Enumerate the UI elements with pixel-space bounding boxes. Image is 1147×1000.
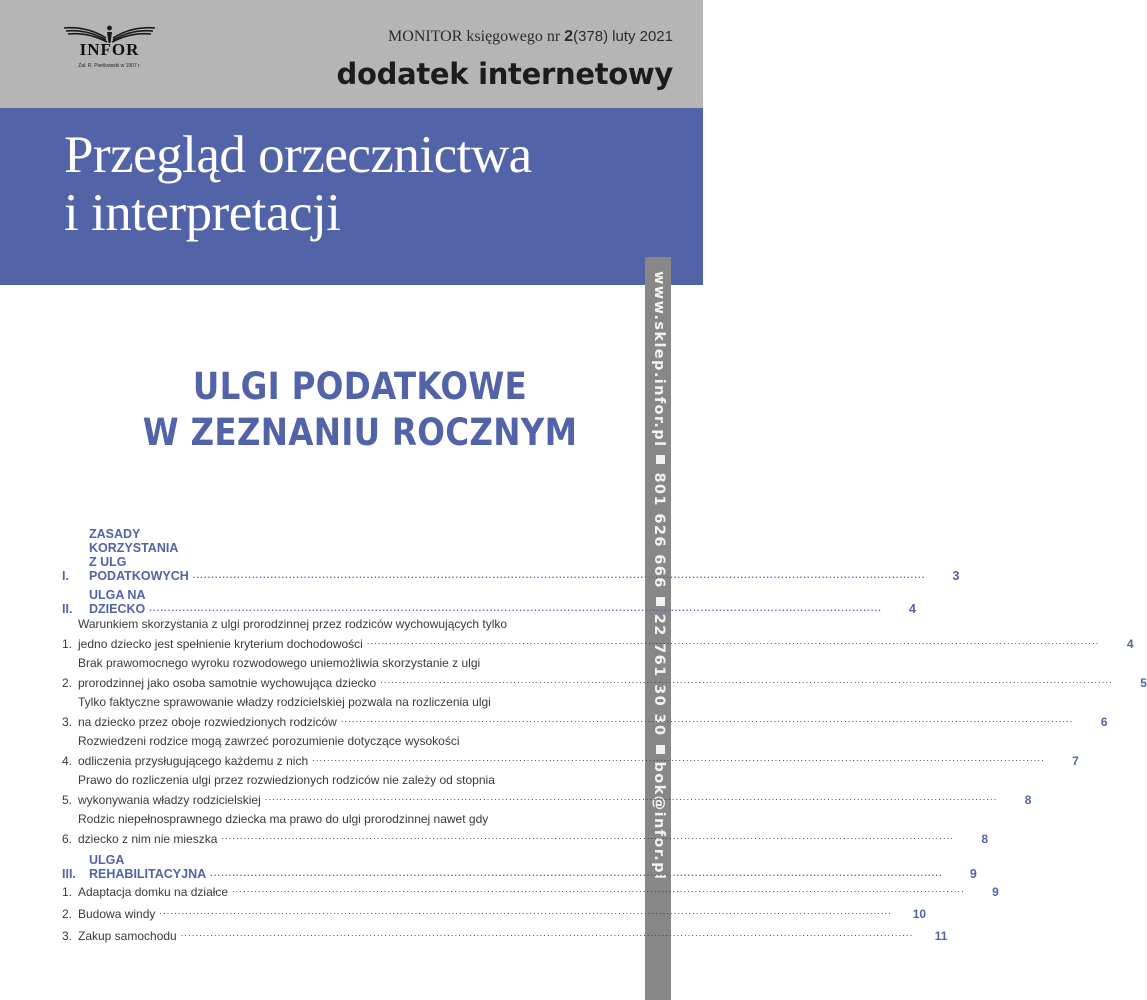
toc-page-number: 8 <box>1024 793 1032 807</box>
document-title-line2: W ZEZNANIU ROCZNYM <box>142 411 578 454</box>
toc-section-number: II. <box>62 602 73 616</box>
toc-entry-number: 6. <box>62 832 73 846</box>
toc-leader: ...................................................................................................................................................................................................... <box>192 570 926 580</box>
toc-section[interactable] <box>62 527 960 583</box>
toc-section-number: I. <box>62 569 69 583</box>
toc-section-title: ZASADY KORZYSTANIA Z ULG PODATKOWYCH <box>89 527 189 583</box>
toc-section-number: III. <box>62 867 76 881</box>
toc-entry-text-line2: wykonywania władzy rodzicielskiej <box>78 793 261 807</box>
toc-leader: ...................................................................................................................................................................................................... <box>264 792 998 802</box>
phone-1: 801 626 666 <box>651 472 667 589</box>
toc-page-number: 10 <box>912 907 927 921</box>
toc-leader: ...................................................................................................................................................................................................... <box>180 928 914 938</box>
toc-entry[interactable] <box>62 655 1147 692</box>
toc-leader: ...................................................................................................................................................................................................... <box>149 603 882 613</box>
toc-page-number: 8 <box>981 832 989 846</box>
publication-name: księgowego <box>466 28 543 45</box>
issue-date: luty 2021 <box>612 28 673 45</box>
toc-leader: ...................................................................................................................................................................................................... <box>366 636 1100 646</box>
toc-entry[interactable] <box>62 772 1032 809</box>
toc-entry-text: Budowa windy <box>78 907 156 921</box>
toc-leader: ...................................................................................................................................................................................................... <box>232 884 965 894</box>
toc-entry-number: 2. <box>62 676 73 690</box>
toc-entry-text-line1: Brak prawomocnego wyroku rozwodowego uniemożliwia skorzystanie z ulgi <box>78 656 481 670</box>
logo-wordmark: INFOR <box>79 40 140 59</box>
email-link[interactable]: bok@infor.pl <box>651 761 667 881</box>
toc-leader: ...................................................................................................................................................................................................... <box>159 906 893 916</box>
toc-entry-text-line2: dziecko z nim nie mieszka <box>78 832 218 846</box>
series-title-line1: Przegląd orzecznictwa <box>64 126 532 184</box>
toc-entry[interactable] <box>62 925 948 945</box>
toc-entry[interactable] <box>62 616 1134 653</box>
toc-entry-number: 5. <box>62 793 73 807</box>
toc-entry-number: 1. <box>62 637 73 651</box>
toc-leader: ...................................................................................................................................................................................................... <box>340 714 1074 724</box>
series-title-line2: i interpretacji <box>64 184 341 242</box>
toc-page-number: 9 <box>969 867 977 881</box>
website-link[interactable]: www.sklep.infor.pl <box>651 271 667 448</box>
toc-entry[interactable] <box>62 694 1108 731</box>
cover-header <box>0 0 703 108</box>
publisher-logo <box>62 24 157 76</box>
toc-page-number: 4 <box>1126 637 1134 651</box>
supplement-label: dodatek internetowy <box>336 57 673 91</box>
toc-entry-number: 3. <box>62 715 73 729</box>
toc-entry[interactable] <box>62 733 1079 770</box>
toc-entry-text: Zakup samochodu <box>78 929 177 943</box>
toc-leader: ...................................................................................................................................................................................................... <box>210 868 943 878</box>
toc-entry-text-line1: Rozwiedzeni rodzice mogą zawrzeć porozumienie dotyczące wysokości <box>78 734 460 748</box>
toc-entry[interactable] <box>62 903 927 923</box>
square-bullet-icon <box>656 455 665 464</box>
logo-tagline: Zał. R. Pieńkowski w 1907 r. <box>78 63 141 69</box>
toc-entry-text: Adaptacja domku na działce <box>78 885 229 899</box>
toc-entry-text-line2: prorodzinnej jako osoba samotnie wychowująca dziecko <box>78 676 377 690</box>
issue-total: (378) <box>573 28 609 45</box>
document-title-line1: ULGI PODATKOWE <box>192 365 528 408</box>
toc-page-number: 9 <box>992 885 999 899</box>
issue-line <box>388 28 673 46</box>
toc-section-title: ULGA REHABILITACYJNA <box>89 853 207 881</box>
toc-section[interactable] <box>62 853 977 881</box>
toc-section[interactable] <box>62 588 916 616</box>
phone-2: 22 761 30 30 <box>651 613 667 737</box>
toc-page-number: 5 <box>1140 676 1147 690</box>
toc-leader: ...................................................................................................................................................................................................... <box>312 753 1045 763</box>
document-title <box>131 364 589 456</box>
toc-leader: ...................................................................................................................................................................................................... <box>380 675 1113 685</box>
toc-entry-number: 1. <box>62 885 73 899</box>
title-band <box>0 108 703 285</box>
toc-section-title: ULGA NA DZIECKO <box>89 588 146 616</box>
toc-entry-text-line2: odliczenia przysługującego każdemu z nich <box>78 754 309 768</box>
toc-entry-number: 4. <box>62 754 73 768</box>
toc-entry-number: 2. <box>62 907 73 921</box>
toc-leader: ...................................................................................................................................................................................................... <box>221 831 955 841</box>
toc-entry-number: 3. <box>62 929 73 943</box>
toc-entry[interactable] <box>62 881 999 901</box>
issue-number: 2 <box>564 28 574 45</box>
toc-entry-text-line1: Tylko faktyczne sprawowanie władzy rodzicielskiej pozwala na rozliczenia ulgi <box>78 695 491 709</box>
series-title <box>64 126 532 242</box>
toc-page-number: 3 <box>952 569 960 583</box>
toc-page-number: 4 <box>909 602 916 616</box>
toc-page-number: 7 <box>1072 754 1079 768</box>
issue-label: nr <box>546 28 561 45</box>
toc-entry-text-line1: Warunkiem skorzystania z ulgi prorodzinnej przez rodziców wychowujących tylko <box>78 617 508 631</box>
toc-entry-text-line2: jedno dziecko jest spełnienie kryterium dochodowości <box>78 637 363 651</box>
toc-entry[interactable] <box>62 811 989 848</box>
toc-page-number: 6 <box>1100 715 1108 729</box>
publication-prefix: MONITOR <box>388 28 463 45</box>
toc-page-number: 11 <box>934 929 948 943</box>
toc-entry-text-line1: Rodzic niepełnosprawnego dziecka ma prawo do ulgi prorodzinnej nawet gdy <box>78 812 489 826</box>
toc-entry-text-line1: Prawo do rozliczenia ulgi przez rozwiedzionych rodziców nie zależy od stopnia <box>78 773 495 787</box>
toc-entry-text-line2: na dziecko przez oboje rozwiedzionych rodziców <box>78 715 337 729</box>
